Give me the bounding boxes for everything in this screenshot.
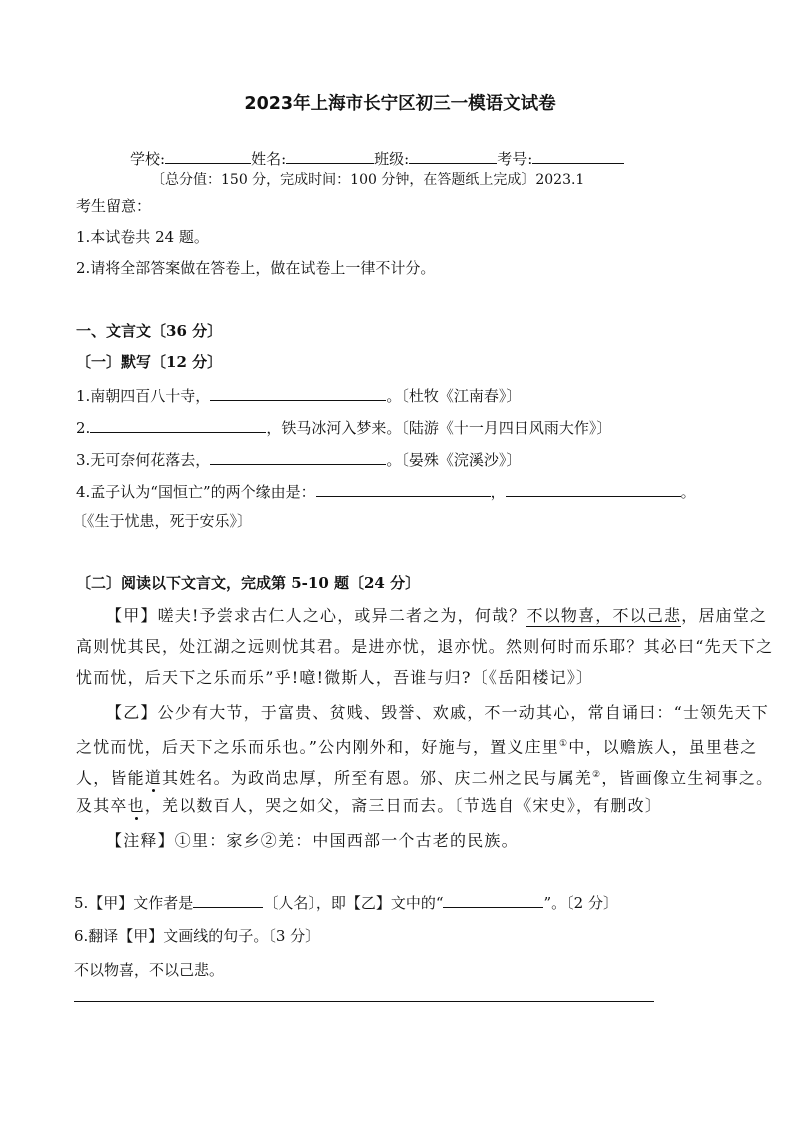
answer-blank[interactable] [443, 892, 543, 908]
school-blank[interactable] [165, 148, 251, 164]
question-5-text: 〔人名〕，即【乙】文中的“ [263, 894, 444, 912]
passage-yi-line [76, 796, 662, 816]
passage-yi-line [76, 734, 757, 757]
school-label: 学校: [130, 150, 166, 168]
notice-item: 2.请将全部答案做在答卷上，做在试卷上一律不计分。 [76, 259, 436, 277]
question-5-text: 5.【甲】文作者是 [74, 894, 194, 912]
passage-yi-line: 【乙】公少有大节，于富贵、贫贱、毁誉、欢戚，不一动其心，常自诵曰：“士领先天下 [106, 703, 769, 722]
notice-item: 1.本试卷共 24 题。 [76, 228, 209, 246]
question-5-points: ”。〔2 分〕 [543, 894, 618, 912]
subsection-heading: 〔二〕阅读以下文言文，完成第 5-10 题〔24 分〕 [76, 574, 421, 592]
question-4 [76, 481, 696, 502]
class-label: 班级: [374, 150, 410, 168]
question-2-number: 2. [76, 419, 91, 437]
passage-text: ，羌以数百人，哭之如父，斋三日而去。〔节选自《宋史》，有删改〕 [144, 796, 663, 815]
translation-sentence: 不以物喜，不以己悲。 [74, 961, 225, 979]
question-1-source: 。〔杜牧《江南春》〕 [386, 387, 522, 405]
exam-title: 2023年上海市长宁区初三一模语文试卷 [244, 94, 556, 114]
question-4-text: 4.孟子认为“国恒亡”的两个缘由是： [76, 483, 316, 501]
passage-jia-line: 高则忧其民，处江湖之远则忧其君。是进亦忧，退亦忧。然则何时而乐耶？其必曰“先天下之 [76, 637, 774, 656]
question-4-source: 〔《生于忧患，死于安乐》〕 [72, 512, 253, 530]
passage-jia-line: 忧而忧，后天下之乐而乐”乎!噫!微斯人，吾谁与归?〔《岳阳楼记》〕 [76, 668, 594, 687]
passage-text: ，皆画像立生祠事之。 [601, 768, 774, 788]
answer-blank[interactable] [210, 385, 386, 401]
emphasized-word: 道 [144, 768, 163, 788]
question-3-text: 3.无可奈何花落去， [76, 451, 211, 469]
exam-meta: 〔总分值：150 分，完成时间：100 分钟，在答题纸上完成〕2023.1 [151, 172, 585, 188]
question-3-source: 。〔晏殊《浣溪沙》〕 [386, 451, 522, 469]
notice-heading: 考生留意： [76, 197, 152, 215]
question-1-text: 1.南朝四百八十寺， [76, 387, 211, 405]
annotation-notes: 【注释】①里：家乡②羌：中国西部一个古老的民族。 [106, 831, 519, 850]
passage-text: ，居庙堂之 [681, 606, 768, 625]
question-1 [76, 385, 521, 406]
exam-no-blank[interactable] [532, 148, 624, 164]
exam-no-label: 考号: [497, 150, 533, 168]
footnote-marker: ① [558, 739, 569, 749]
passage-text: 人，皆能 [76, 768, 145, 788]
passage-text: 【甲】嗟夫!予尝求古仁人之心，或异二者之为，何哉？ [106, 606, 527, 625]
answer-blank[interactable] [193, 892, 263, 908]
question-6: 6.翻译【甲】文画线的句子。〔3 分〕 [74, 927, 321, 945]
passage-text: 其姓名。为政尚忠厚，所至有恩。邠、庆二州之民与属羌 [162, 768, 593, 788]
answer-line[interactable] [74, 1001, 654, 1002]
question-5 [74, 892, 618, 913]
passage-text: 及其卒 [76, 796, 128, 815]
answer-blank[interactable] [90, 417, 266, 433]
question-4-end: 。 [680, 483, 696, 501]
name-blank[interactable] [286, 148, 374, 164]
question-2 [76, 417, 611, 438]
answer-blank[interactable] [316, 481, 491, 497]
question-4-separator: ， [490, 483, 506, 501]
passage-text: 之忧而忧，后天下之乐而乐也。”公内刚外和，好施与，置义庄里 [76, 737, 559, 757]
section-heading: 一、文言文〔36 分〕 [76, 322, 223, 340]
footnote-marker: ② [592, 770, 602, 780]
emphasized-word: 也 [127, 796, 145, 815]
passage-yi-line [76, 765, 773, 788]
passage-text: 中，以赡族人，虽里巷之 [568, 737, 758, 757]
question-3 [76, 449, 521, 470]
answer-blank[interactable] [506, 481, 681, 497]
question-2-text: ，铁马冰河入梦来。〔陆游《十一月四日风雨大作》〕 [266, 419, 612, 437]
name-label: 姓名: [251, 150, 287, 168]
student-info-line [130, 148, 624, 169]
answer-blank[interactable] [210, 449, 386, 465]
subsection-heading: 〔一〕默写〔12 分〕 [76, 353, 223, 371]
class-blank[interactable] [409, 148, 497, 164]
underlined-sentence: 不以物喜，不以己悲 [526, 606, 682, 625]
passage-jia-line [106, 606, 767, 626]
